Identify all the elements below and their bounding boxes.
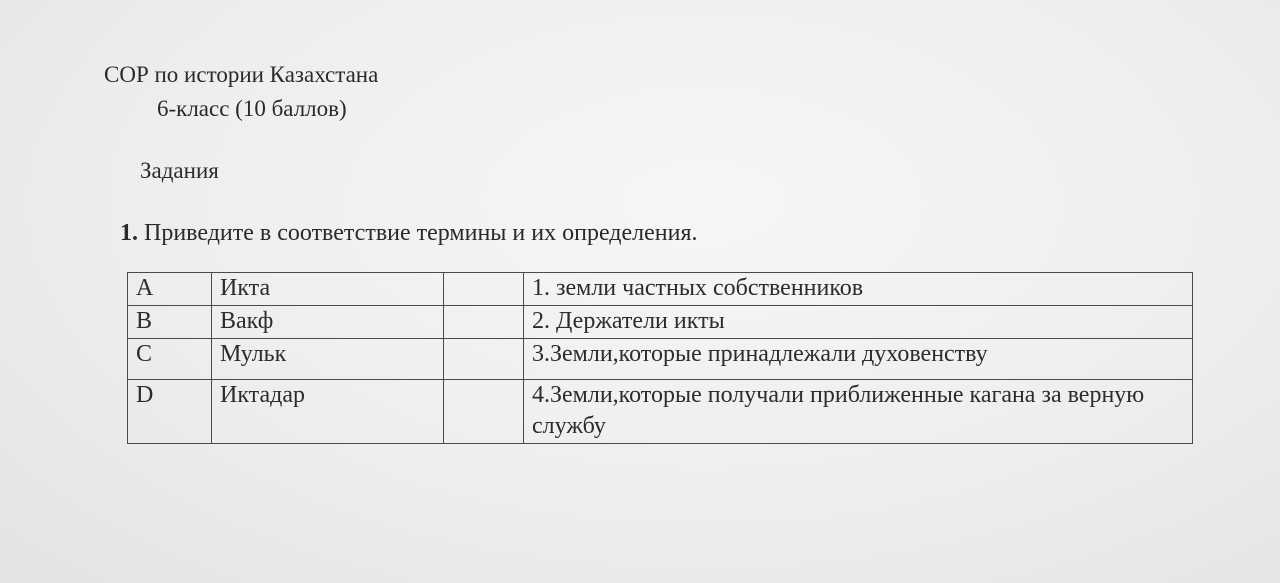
row-letter: B [128, 306, 212, 339]
row-letter: C [128, 339, 212, 380]
row-definition: 3.Земли,которые принадлежали духовенству [524, 339, 1193, 380]
table-row [128, 306, 1193, 339]
document-subtitle: 6-класс (10 баллов) [157, 96, 347, 121]
table-row [128, 339, 1193, 380]
table-row [128, 273, 1193, 306]
row-definition: 1. земли частных собственников [524, 273, 1193, 306]
document-title: СОР по истории Казахстана [104, 62, 379, 87]
table-row [128, 380, 1193, 444]
answer-cell [444, 273, 524, 306]
question-text: Приведите в соответствие термины и их определения. [144, 220, 698, 246]
question-number: 1. [120, 220, 138, 246]
question-1 [120, 220, 698, 247]
row-letter: D [128, 380, 212, 444]
row-term: Иктадар [212, 380, 444, 444]
section-heading: Задания [140, 158, 219, 183]
answer-cell [444, 380, 524, 444]
row-term: Икта [212, 273, 444, 306]
row-letter: A [128, 273, 212, 306]
answer-cell [444, 306, 524, 339]
matching-table [127, 272, 1193, 444]
row-term: Мульк [212, 339, 444, 380]
row-definition: 2. Держатели икты [524, 306, 1193, 339]
answer-cell [444, 339, 524, 380]
row-term: Вакф [212, 306, 444, 339]
row-definition: 4.Земли,которые получали приближенные кагана за верную службу [524, 380, 1193, 444]
